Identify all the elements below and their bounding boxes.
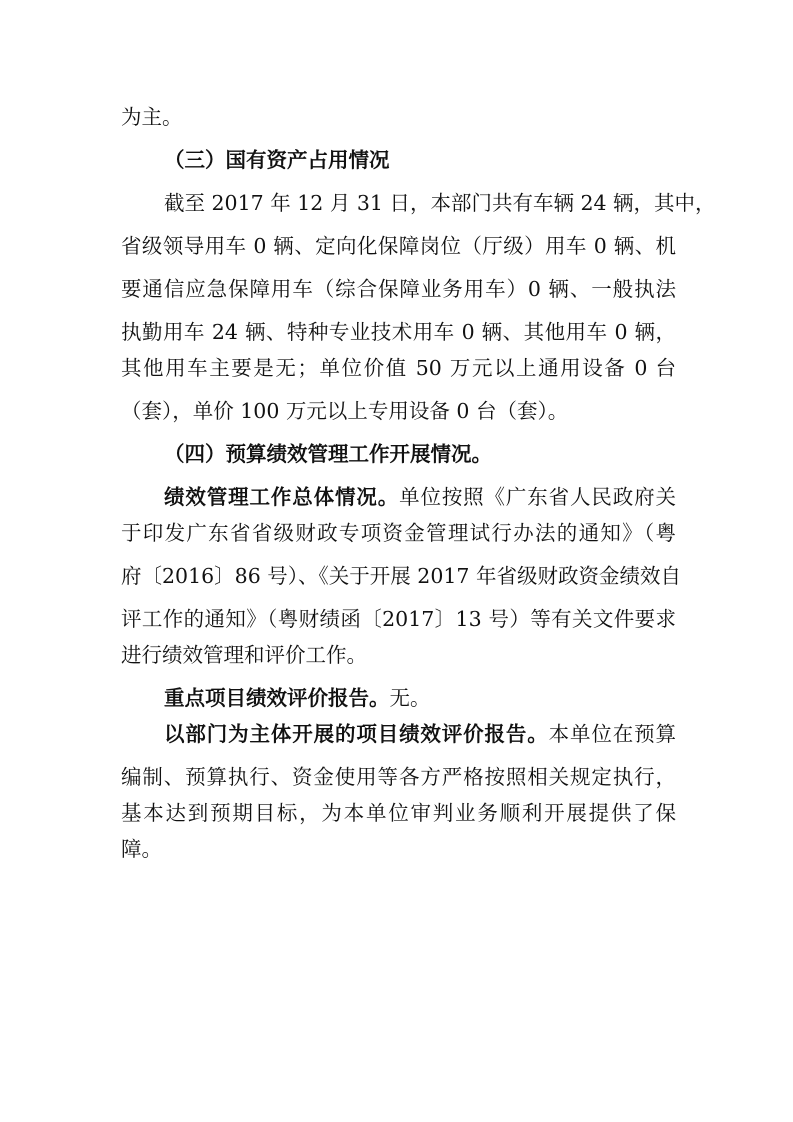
dept-project-line-4: 障。	[121, 837, 162, 861]
performance-line-2: 于印发广东省省级财政专项资金管理试行办法的通知》（粤	[121, 521, 676, 545]
section-heading-state-assets: （三）国有资产占用情况	[164, 148, 390, 172]
assets-line-6: （套），单价 100 万元以上专用设备 0 台（套）。	[121, 399, 569, 423]
performance-line-4: 评工作的通知》（粤财绩函〔2017〕13 号）等有关文件要求	[121, 607, 676, 631]
dept-project-line-1-rest: 本单位在预算	[548, 722, 677, 746]
performance-line-1-rest: 单位按照《广东省人民政府关	[399, 485, 677, 509]
dept-project-lead: 以部门为主体开展的项目绩效评价报告。	[164, 722, 549, 746]
performance-line-1	[121, 483, 676, 511]
performance-lead: 绩效管理工作总体情况。	[164, 485, 400, 509]
key-project-lead: 重点项目绩效评价报告。	[164, 686, 390, 710]
assets-line-4: 执勤用车 24 辆、特种专业技术用车 0 辆、其他用车 0 辆，	[121, 320, 676, 344]
assets-line-1: 截至 2017 年 12 月 31 日，本部门共有车辆 24 辆，其中，	[164, 191, 716, 215]
assets-line-3: 要通信应急保障用车（综合保障业务用车）0 辆、一般执法	[121, 277, 676, 301]
performance-line-5: 进行绩效管理和评价工作。	[121, 643, 367, 667]
key-project-line	[121, 684, 676, 712]
paragraph-continuation: 为主。	[121, 105, 183, 129]
dept-project-line-2: 编制、预算执行、资金使用等各方严格按照相关规定执行，	[121, 765, 676, 789]
section-heading-performance: （四）预算绩效管理工作开展情况。	[164, 442, 492, 466]
assets-line-5: 其他用车主要是无；单位价值 50 万元以上通用设备 0 台	[121, 356, 676, 380]
assets-line-2: 省级领导用车 0 辆、定向化保障岗位（厅级）用车 0 辆、机	[121, 234, 676, 258]
dept-project-line-3: 基本达到预期目标，为本单位审判业务顺利开展提供了保	[121, 801, 676, 825]
key-project-rest: 无。	[389, 686, 431, 710]
performance-line-3: 府〔2016〕86 号）、《关于开展 2017 年省级财政资金绩效自	[121, 564, 681, 588]
dept-project-line-1	[121, 720, 676, 748]
